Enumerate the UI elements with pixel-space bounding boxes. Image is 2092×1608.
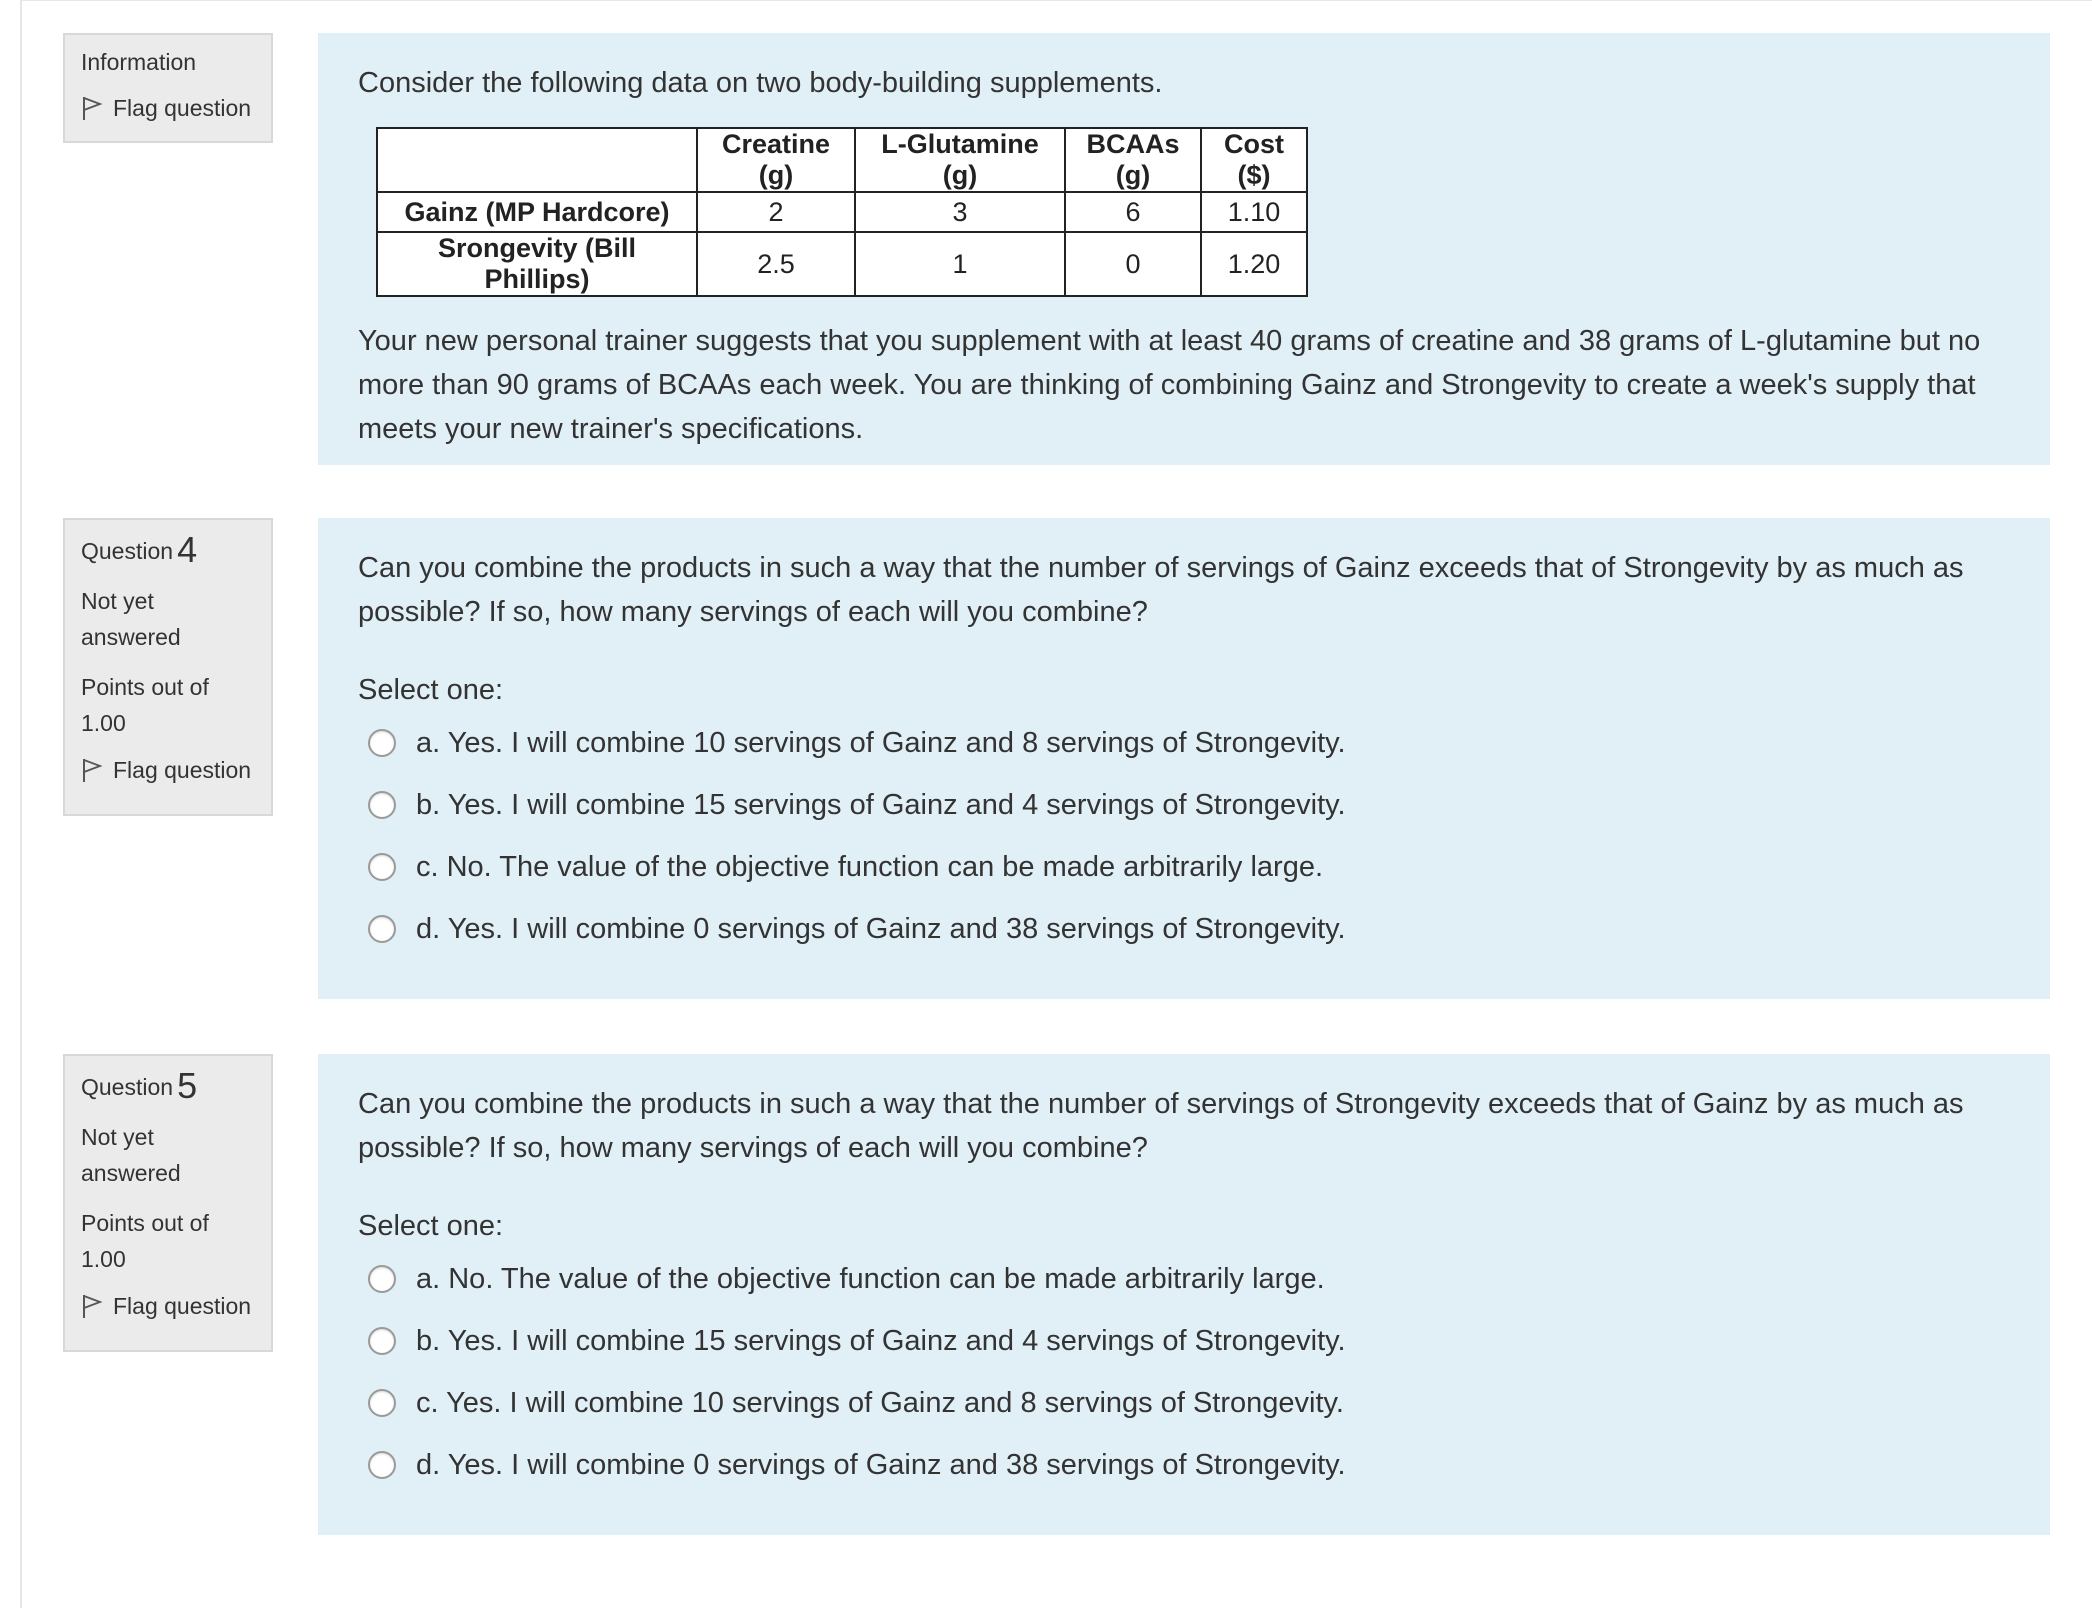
points-line: Points out of <box>81 674 209 700</box>
question-status <box>81 1119 257 1191</box>
flag-question-link[interactable] <box>81 1291 257 1321</box>
question-label: Question <box>81 538 174 564</box>
answer-option-b[interactable] <box>358 1310 2010 1372</box>
radio-button[interactable] <box>368 791 396 819</box>
flag-question-label: Flag question <box>113 1293 252 1319</box>
table-row <box>377 192 1307 232</box>
answer-option-c[interactable] <box>358 836 2010 898</box>
points-line: Points out of <box>81 1210 209 1236</box>
radio-button[interactable] <box>368 1327 396 1355</box>
table-cell: Gainz (MP Hardcore) <box>377 192 697 232</box>
question-text: Can you combine the products in such a way that the number of servings of Strongevity exceeds that of Gainz by as much as possible? If so, how many servings of each will you combine? <box>358 1088 1964 1164</box>
question-4-sidebar <box>63 518 273 816</box>
info-body: Your new personal trainer suggests that you supplement with at least 40 grams of creatine and 38 grams of L-glutamine but no more than 90 grams of BCAAs each week. You are thinking of combining Gainz and Strongevity to create a week's supply that meets your new trainer's specifications. <box>358 325 1981 445</box>
answer-option-d[interactable] <box>358 1434 2010 1496</box>
flag-question-label: Flag question <box>113 757 252 783</box>
answer-option-c[interactable] <box>358 1372 2010 1434</box>
table-header-cell <box>377 128 697 192</box>
table-cell: 6 <box>1065 192 1201 232</box>
question-5-content <box>318 1054 2050 1535</box>
flag-icon <box>81 757 103 783</box>
answer-label: c. Yes. I will combine 10 servings of Gainz and 8 servings of Strongevity. <box>416 1386 1344 1419</box>
question-5-sidebar <box>63 1054 273 1352</box>
flag-question-label: Flag question <box>113 95 252 121</box>
radio-button[interactable] <box>368 853 396 881</box>
radio-button[interactable] <box>368 1451 396 1479</box>
flag-icon <box>81 1293 103 1319</box>
info-title: Information <box>81 49 197 75</box>
table-cell: 2 <box>697 192 855 232</box>
answer-label: a. No. The value of the objective function can be made arbitrarily large. <box>416 1262 1325 1295</box>
answer-label: b. Yes. I will combine 15 servings of Gainz and 4 servings of Strongevity. <box>416 1324 1346 1357</box>
table-row <box>377 232 1307 296</box>
radio-button[interactable] <box>368 729 396 757</box>
question-label: Question <box>81 1074 174 1100</box>
answer-option-b[interactable] <box>358 774 2010 836</box>
question-number-value: 4 <box>177 529 198 570</box>
table-cell: 1 <box>855 232 1065 296</box>
status-line: Not yet <box>81 588 154 614</box>
radio-button[interactable] <box>368 1389 396 1417</box>
answer-option-d[interactable] <box>358 898 2010 960</box>
question-points <box>81 1205 257 1277</box>
table-header-cell: Creatine (g) <box>697 128 855 192</box>
radio-button[interactable] <box>368 1265 396 1293</box>
table-cell: 2.5 <box>697 232 855 296</box>
table-header-cell: BCAAs (g) <box>1065 128 1201 192</box>
answer-option-a[interactable] <box>358 1248 2010 1310</box>
answer-label: b. Yes. I will combine 15 servings of Gainz and 4 servings of Strongevity. <box>416 788 1346 821</box>
supplement-table <box>376 127 1308 297</box>
info-intro: Consider the following data on two body-building supplements. <box>358 67 1163 99</box>
table-header-row <box>377 128 1307 192</box>
table-cell: 0 <box>1065 232 1201 296</box>
question-number <box>81 1065 257 1106</box>
answer-label: a. Yes. I will combine 10 servings of Gainz and 8 servings of Strongevity. <box>416 726 1346 759</box>
flag-question-link[interactable] <box>81 93 257 123</box>
question-4-content <box>318 518 2050 999</box>
answer-label: d. Yes. I will combine 0 servings of Gainz and 38 servings of Strongevity. <box>416 1448 1346 1481</box>
table-header-cell: L-Glutamine (g) <box>855 128 1065 192</box>
table-cell: Srongevity (Bill Phillips) <box>377 232 697 296</box>
table-cell: 3 <box>855 192 1065 232</box>
flag-icon <box>81 95 103 121</box>
table-cell: 1.10 <box>1201 192 1307 232</box>
table-header-cell: Cost ($) <box>1201 128 1307 192</box>
table-cell: 1.20 <box>1201 232 1307 296</box>
question-text: Can you combine the products in such a way that the number of servings of Gainz exceeds that of Strongevity by as much as possible? If so, how many servings of each will you combine? <box>358 552 1964 628</box>
answer-option-a[interactable] <box>358 712 2010 774</box>
question-number-value: 5 <box>177 1065 198 1106</box>
info-content <box>318 33 2050 465</box>
flag-question-link[interactable] <box>81 755 257 785</box>
select-one-label: Select one: <box>358 674 504 706</box>
answer-label: c. No. The value of the objective function can be made arbitrarily large. <box>416 850 1324 883</box>
radio-button[interactable] <box>368 915 396 943</box>
quiz-page <box>20 0 2092 1608</box>
question-points <box>81 669 257 741</box>
select-one-label: Select one: <box>358 1210 504 1242</box>
status-line: Not yet <box>81 1124 154 1150</box>
answer-label: d. Yes. I will combine 0 servings of Gainz and 38 servings of Strongevity. <box>416 912 1346 945</box>
status-line: answered <box>81 1160 181 1186</box>
question-status <box>81 583 257 655</box>
info-sidebar <box>63 33 273 143</box>
status-line: answered <box>81 624 181 650</box>
points-value: 1.00 <box>81 1246 126 1272</box>
question-number <box>81 529 257 570</box>
points-value: 1.00 <box>81 710 126 736</box>
